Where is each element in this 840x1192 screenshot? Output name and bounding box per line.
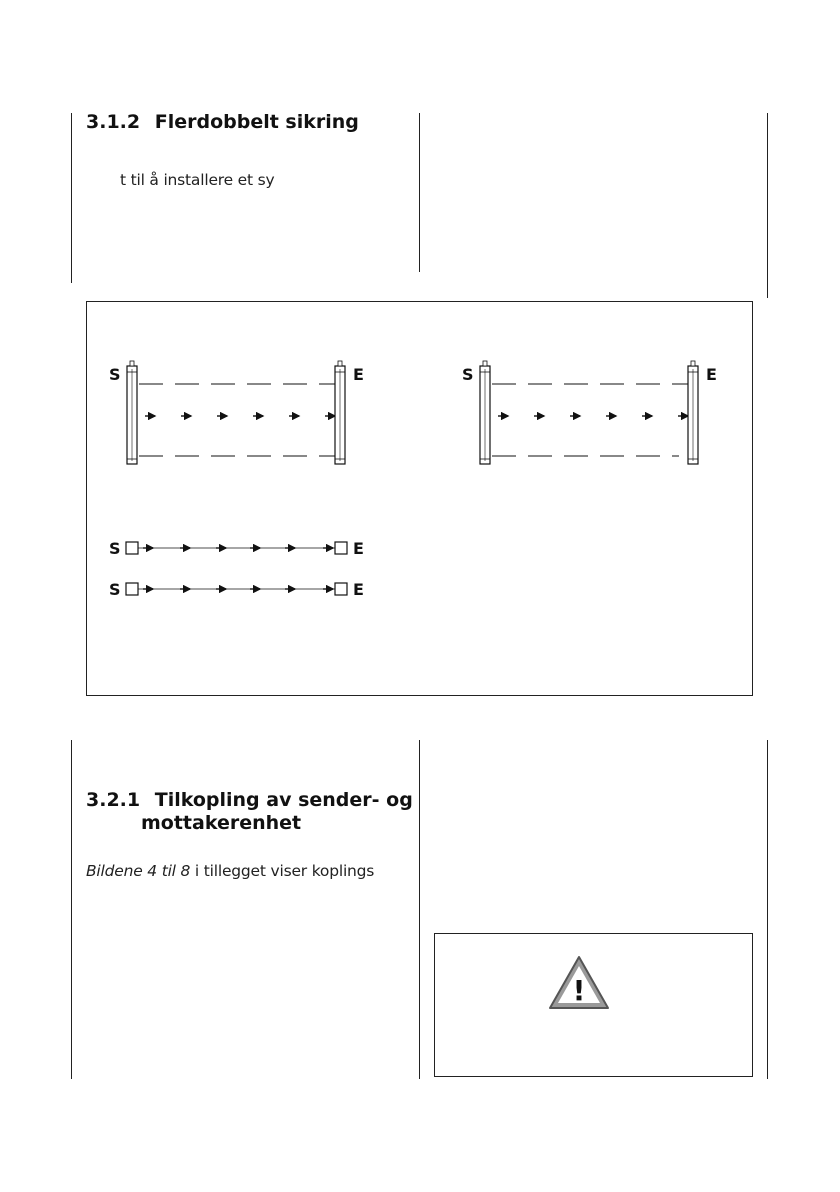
single-receiver-label-0: E — [353, 539, 364, 558]
figure-reference: Bildene 4 til 8 — [86, 862, 191, 880]
receiver-column-right-connector — [691, 361, 695, 366]
warning-triangle-icon — [546, 953, 612, 1013]
section-title: Flerdobbelt sikring — [154, 111, 359, 133]
section-number: 3.2.1 — [86, 789, 141, 811]
warning-symbol: ! — [572, 974, 586, 1007]
single-sender-box-0 — [126, 542, 138, 554]
center-column-rule-top — [419, 113, 420, 272]
warning-box — [434, 933, 753, 1077]
section-title-line1: Tilkopling av sender- og — [154, 789, 413, 811]
left-column-rule-bottom — [71, 740, 72, 1079]
center-column-rule-bottom — [419, 740, 420, 1079]
sender-column-right-connector — [483, 361, 487, 366]
single-sender-label-0: S — [109, 539, 121, 558]
light-curtain-figure — [86, 301, 753, 696]
single-receiver-box-0 — [335, 542, 347, 554]
receiver-column-left-connector — [338, 361, 342, 366]
section-body-text-3-2-1 — [86, 862, 374, 880]
sender-label-right: S — [462, 365, 474, 384]
sender-label-left: S — [109, 365, 121, 384]
section-body-text: t til å installere et sy — [120, 171, 275, 189]
single-receiver-label-1: E — [353, 580, 364, 599]
right-column-rule-bottom — [767, 740, 768, 1079]
right-column-rule-top — [767, 113, 768, 298]
single-receiver-box-1 — [335, 583, 347, 595]
single-sender-box-1 — [126, 583, 138, 595]
section-heading-3-2-1 — [86, 789, 413, 812]
body-rest: i tillegget viser koplings — [190, 862, 375, 880]
section-title-line2: mottakerenhet — [141, 812, 302, 834]
receiver-label-left: E — [353, 365, 364, 384]
left-column-rule — [71, 113, 72, 283]
sender-column-left-connector — [130, 361, 134, 366]
single-sender-label-1: S — [109, 580, 121, 599]
section-number: 3.1.2 — [86, 111, 141, 133]
light-curtain-diagram — [87, 302, 754, 697]
section-heading-3-1-2 — [86, 111, 359, 134]
section-heading-3-2-1-line2 — [141, 812, 301, 835]
receiver-label-right: E — [706, 365, 717, 384]
